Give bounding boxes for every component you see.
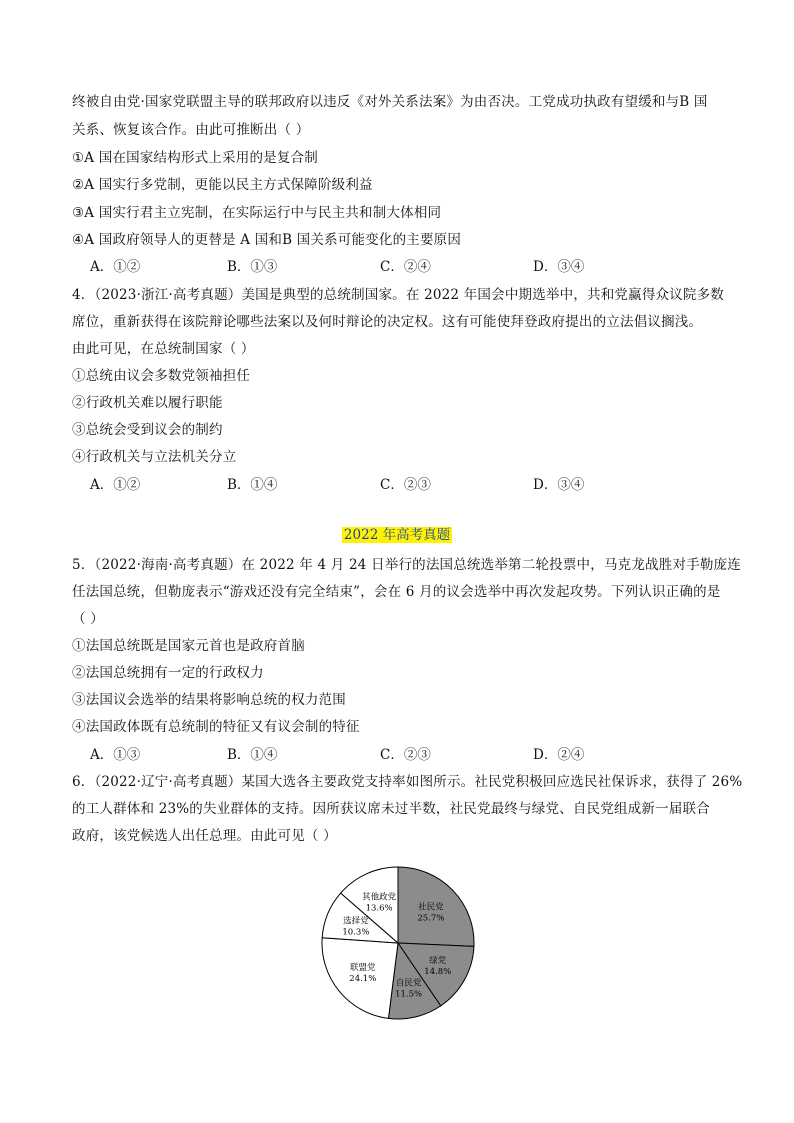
q4-option-c[interactable]: C．②③ [380, 477, 431, 493]
q4-text-line-1: 4．（2023·浙江·高考真题）美国是典型的总统制国家。在 2022 年国会中期选举中，共和党赢得众议院多数 [72, 287, 725, 303]
q5-text-line-2: 任法国总统，但勒庞表示“游戏还没有完全结束”，会在 6 月的议会选举中再次发起攻势。下列认识正确的是 [72, 584, 721, 600]
q5-item-2: ②法国总统拥有一定的行政权力 [72, 665, 264, 681]
pie-slice-label: 自民党 [395, 978, 422, 989]
pie-slice-label: 选择党 [343, 916, 369, 927]
q6-text-line-1: 6．（2022·辽宁·高考真题）某国大选各主要政党支持率如图所示。社民党积极回应选民社保诉求，获得了 26% [72, 774, 743, 790]
q5-text-line-3: （ ） [72, 611, 104, 627]
q5-option-a[interactable]: A．①③ [90, 747, 141, 763]
party-support-pie-chart [300, 858, 500, 1028]
q5-item-3: ③法国议会选举的结果将影响总统的权力范围 [72, 692, 346, 708]
q4-text-line-2: 席位，重新获得在该院辩论哪些法案以及何时辩论的决定权。这有可能使拜登政府提出的立法倡议搁浅。 [72, 314, 703, 330]
q5-option-b[interactable]: B．①④ [227, 747, 278, 763]
q5-text-line-1: 5．（2022·海南·高考真题）在 2022 年 4 月 24 日举行的法国总统选举第二轮投票中，马克龙战胜对手勒庞连 [72, 557, 741, 573]
q3-option-a[interactable]: A．①② [90, 259, 141, 275]
q4-option-b[interactable]: B．①④ [227, 477, 278, 493]
pie-slice-value-label: 13.6% [365, 903, 393, 914]
section-heading-text: 2022 年高考真题 [343, 527, 451, 543]
q4-text-line-3: 由此可见，在总统制国家（ ） [72, 341, 255, 357]
q3-item-3: ③A 国实行君主立宪制，在实际运行中与民主共和制大体相同 [72, 205, 442, 221]
q6-text-line-3: 政府，该党候选人出任总理。由此可见（ ） [72, 828, 337, 844]
section-heading [0, 525, 794, 545]
q5-item-4: ④法国政体既有总统制的特征又有议会制的特征 [72, 719, 360, 735]
q6-text-line-2: 的工人群体和 23%的失业群体的支持。因所获议席未过半数，社民党最终与绿党、自民党组成新一届联合 [72, 801, 710, 817]
q3-text-line-1: 终被自由党·国家党联盟主导的联邦政府以违反《对外关系法案》为由否决。工党成功执政有望缓和与B 国 [72, 94, 708, 110]
q4-item-3: ③总统会受到议会的制约 [72, 422, 223, 438]
q3-option-b[interactable]: B．①③ [227, 259, 278, 275]
q4-item-2: ②行政机关难以履行职能 [72, 395, 223, 411]
pie-slice-label: 社民党 [418, 902, 444, 913]
q4-option-d[interactable]: D．③④ [533, 477, 585, 493]
pie-slice-value-label: 25.7% [417, 913, 445, 924]
q5-option-c[interactable]: C．②③ [380, 747, 431, 763]
pie-slice-value-label: 10.3% [342, 927, 370, 938]
q3-option-d[interactable]: D．③④ [533, 259, 585, 275]
pie-slice-value-label: 14.8% [424, 967, 452, 978]
q3-option-c[interactable]: C．②④ [380, 259, 431, 275]
q3-item-4: ④A 国政府领导人的更替是 A 国和B 国关系可能变化的主要原因 [72, 232, 462, 248]
pie-slice-label: 联盟党 [350, 963, 376, 973]
q5-item-1: ①法国总统既是国家元首也是政府首脑 [72, 638, 305, 654]
q3-item-2: ②A 国实行多党制，更能以民主方式保障阶级利益 [72, 177, 373, 193]
q4-item-1: ①总统由议会多数党领袖担任 [72, 368, 251, 384]
q4-option-a[interactable]: A．①② [90, 477, 141, 493]
pie-slice-value-label: 11.5% [395, 989, 423, 1000]
q4-item-4: ④行政机关与立法机关分立 [72, 449, 237, 465]
q3-text-line-2: 关系、恢复该合作。由此可推断出（ ） [72, 122, 310, 138]
q5-option-d[interactable]: D．②④ [533, 747, 585, 763]
pie-slice-value-label: 24.1% [349, 974, 377, 984]
pie-slice-label: 绿党 [429, 956, 447, 967]
q3-item-1: ①A 国在国家结构形式上采用的是复合制 [72, 150, 318, 166]
pie-slice-label: 其他政党 [362, 892, 397, 903]
